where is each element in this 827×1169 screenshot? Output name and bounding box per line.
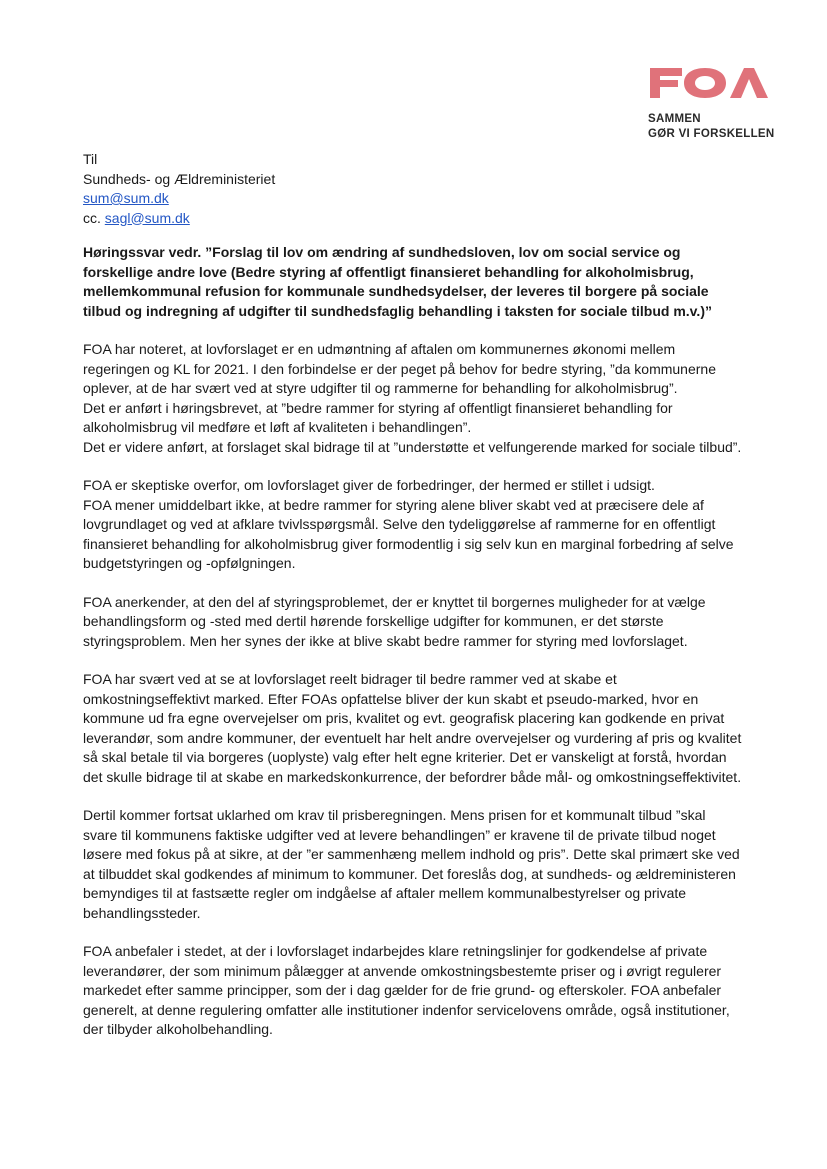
letter-subject: Høringssvar vedr. ”Forslag til lov om ændring af sundhedsloven, lov om social service og forskellige andre love (Bedre styring af offentligt finansieret behandling for alkoholmisbrug, mellemkommunal refusion for kommunale sundhedsydelser, der leveres til borgere på sociale tilbud og indregning af udgifter til sundhedsfaglig behandling i taksten for sociale tilbud m.v.)” [83,244,712,319]
paragraph-3 [83,593,743,652]
paragraph-4 [83,670,743,787]
paragraph-2 [83,476,743,574]
cc-email-link[interactable]: sagl@sum.dk [104,209,190,226]
foa-logo [648,64,774,142]
paragraph-line: Det er anført i høringsbrevet, at ”bedre rammer for styring af offentligt finansieret behandling for alkoholmisbrug vil medføre et løft af kvaliteten i behandlingen”. [83,399,673,435]
cc-label: cc. [83,209,101,226]
recipient-email-link[interactable]: sum@sum.dk [83,190,169,206]
paragraph-line: FOA har svært ved at se at lovforslaget reelt bidrager til bedre rammer ved at skabe et omkostningseffektivt marked. Efter FOAs opfattelse bliver der kun skabt et pseudo-marked, hvor en kommune ud fra egne overvejelser om pris, kvalitet og evt. geografisk placering kan godkende en privat leverandør, som andre kommuner, der eventuelt har helt andre overvejelser og vurdering af pris og kvalitet så skal betale til via borgeres (uoplyste) valg efter helt egne kriterier. Det er vanskeligt at forstå, hvordan det skulle bidrage til at skabe en markedskonkurrence, der befordrer både mål- og omkostningseffektivitet. [83,671,742,785]
paragraph-line: FOA anbefaler i stedet, at der i lovforslaget indarbejdes klare retningslinjer for godkendelse af private leverandører, der som minimum pålægger at anvende omkostningsbestemte priser og i øvrigt regulerer markedet efter samme principper, som der i dag gælder for de frie grund- og efterskoler. FOA anbefaler generelt, at denne regulering omfatter alle institutioner indenfor servicelovens område, også institutioner, der tilbyder alkoholbehandling. [83,943,730,1037]
recipient-block [83,150,743,228]
to-label: Til [83,151,98,167]
tagline-line-2: GØR VI FORSKELLEN [648,128,775,140]
paragraph-line: Dertil kommer fortsat uklarhed om krav til prisberegningen. Mens prisen for et kommunalt tilbud ”skal svare til kommunens faktiske udgifter ved at levere behandlingen” er kravene til de private tilbud noget løsere med fokus på at sikre, at der ”er sammenhæng mellem indhold og pris”. Dette skal primært ske ved at tilbuddet skal godkendes af minimum to kommuner. Det foreslås dog, at sundheds- og ældreministeren bemyndiges til at fastsætte regler om indgåelse af aftaler mellem kommunalbestyrelser og private behandlingssteder. [83,807,740,921]
paragraph-line: Det er videre anført, at forslaget skal bidrage til at ”understøtte et velfungerende marked for sociale tilbud”. [83,438,742,455]
paragraph-line: FOA har noteret, at lovforslaget er en udmøntning af aftalen om kommunernes økonomi mellem regeringen og KL for 2021. I den forbindelse er der peget på behov for bedre styring, ”da kommunerne oplever, at de har svært ved at styre udgifter til og rammerne for behandling for alkoholmisbrug”. [83,341,716,396]
foa-tagline [648,112,774,142]
paragraph-line: FOA er skeptiske overfor, om lovforslaget giver de forbedringer, der hermed er stillet i udsigt. [83,477,655,493]
tagline-line-1: SAMMEN [648,113,701,125]
paragraph-1 [83,340,743,457]
foa-logo-mark-icon [648,64,770,100]
paragraph-5 [83,806,743,923]
paragraph-6 [83,942,743,1040]
letter-body [83,150,743,1040]
paragraph-line: FOA mener umiddelbart ikke, at bedre rammer for styring alene bliver skabt ved at præcisere dele af lovgrundlaget og ved at afklare tvivlsspørgsmål. Selve den tydeliggørelse af rammerne for en offentligt finansieret behandling for alkoholmisbrug giver formodentlig i sig selv kun en marginal forbedring af selve budgetstyringen og -opfølgningen. [83,496,734,571]
paragraph-line: FOA anerkender, at den del af styringsproblemet, der er knyttet til borgernes muligheder for at vælge behandlingsform og -sted med dertil hørende forskellige udgifter for kommunen, er det største styringsproblem. Men her synes der ikke at blive skabt bedre rammer for styring med lovforslaget. [83,593,706,649]
recipient-name: Sundheds- og Ældreministeriet [83,170,276,187]
